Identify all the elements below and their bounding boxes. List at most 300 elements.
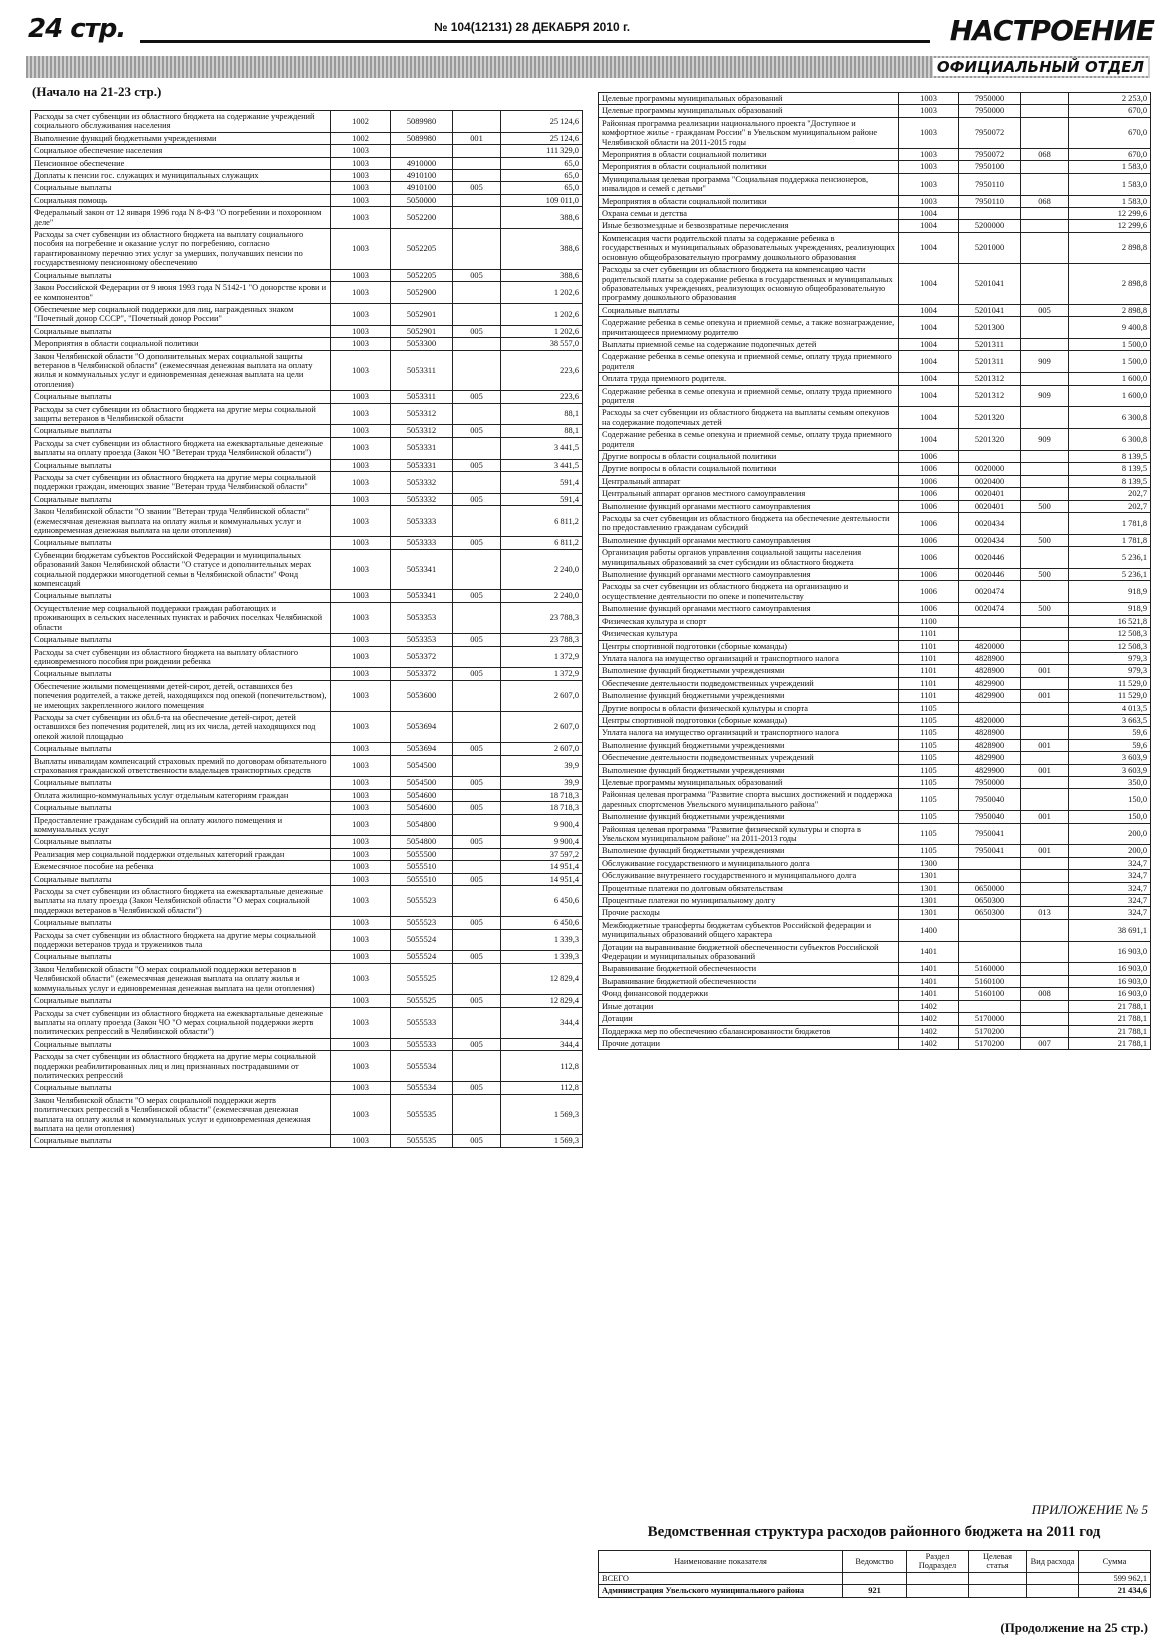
section-code: 1003 xyxy=(331,668,391,680)
item-name: Субвенции бюджетам субъектов Российской Федерации и муниципальных образований Закон Челябинской области "О статусе и дополнительных мерах социальной поддержки многодетной семьи в Челябинской области" Фонд компенсаций xyxy=(31,549,331,590)
target-article: 7950000 xyxy=(959,93,1021,105)
target-article: 5160000 xyxy=(959,963,1021,975)
item-name: Целевые программы муниципальных образований xyxy=(599,93,899,105)
expense-type: 005 xyxy=(453,590,501,602)
section-code: 1003 xyxy=(331,229,391,270)
section-code: 1003 xyxy=(331,1007,391,1038)
target-article: 4829900 xyxy=(959,677,1021,689)
item-name: Мероприятия в области социальной политики xyxy=(31,338,331,350)
amount: 37 597,2 xyxy=(501,848,583,860)
item-name: Содержание ребенка в семье опекуна и приемной семье, оплату труда приемного родителя xyxy=(599,351,899,373)
target-article: 4910100 xyxy=(391,170,453,182)
target-article xyxy=(959,941,1021,963)
target-article xyxy=(959,702,1021,714)
amount: 1 202,6 xyxy=(501,303,583,325)
item-name: Расходы за счет субвенции из областного бюджета на ежеквартальные денежные выплаты на плату проезда (Закон Челябинской области "О мерах социальной поддержки ветеранов в Челябинской области") xyxy=(31,886,331,917)
section-code: 1301 xyxy=(899,870,959,882)
amount: 1 569,3 xyxy=(501,1094,583,1135)
expense-type xyxy=(453,755,501,777)
section-code: 1003 xyxy=(331,145,391,157)
target-article: 5089980 xyxy=(391,132,453,144)
target-article: 5201312 xyxy=(959,373,1021,385)
section-code: 1006 xyxy=(899,581,959,603)
section-code: 1101 xyxy=(899,628,959,640)
amount: 5 236,1 xyxy=(1069,569,1151,581)
target-article: 5055534 xyxy=(391,1082,453,1094)
expense-type xyxy=(1021,823,1069,845)
start-note: (Начало на 21-23 стр.) xyxy=(32,84,162,99)
item-name: Социальные выплаты xyxy=(31,873,331,885)
item-name: Компенсация части родительской платы за содержание ребенка в государственных и муниципальных образовательных учреждениях, реализующих основную общеобразовательную программу дошкольного образования xyxy=(599,232,899,263)
amount: 1 781,8 xyxy=(1069,534,1151,546)
expense-type xyxy=(453,194,501,206)
table-row xyxy=(599,603,1151,615)
item-name: Выполнение функций органами местного самоуправления xyxy=(599,534,899,546)
table-row xyxy=(31,506,583,537)
table-row xyxy=(599,1013,1151,1025)
target-article: 4820000 xyxy=(959,640,1021,652)
section-code: 1006 xyxy=(899,451,959,463)
expense-type xyxy=(1021,714,1069,726)
item-name: Выравнивание бюджетной обеспеченности xyxy=(599,963,899,975)
amount: 223,6 xyxy=(501,350,583,391)
target-article: 5052900 xyxy=(391,282,453,304)
target-article: 7950041 xyxy=(959,845,1021,857)
item-name: Закон Челябинской области "О мерах социальной поддержки жертв политических репрессий в Челябинской области" (ежемесячная денежная выплата на оплату жилья и коммунальных услуг и единовременная денежная выплата на цели отопления) xyxy=(31,1094,331,1135)
expense-type: 001 xyxy=(1021,845,1069,857)
amount: 344,4 xyxy=(501,1007,583,1038)
expense-type xyxy=(453,646,501,668)
section-code: 1003 xyxy=(331,506,391,537)
table-row xyxy=(31,646,583,668)
target-article: 5160100 xyxy=(959,975,1021,987)
section-code: 1401 xyxy=(899,988,959,1000)
expense-type xyxy=(1021,975,1069,987)
item-name: Районная целевая программа "Развитие спорта высших достижений и поддержка даренных спортсменов Увельского муниципального района" xyxy=(599,789,899,811)
item-name: Уплата налога на имущество организаций и транспортного налога xyxy=(599,652,899,664)
table-row xyxy=(31,493,583,505)
section-code: 1301 xyxy=(899,882,959,894)
section-code: 1004 xyxy=(899,429,959,451)
item-name: Другие вопросы в области социальной политики xyxy=(599,451,899,463)
table-row xyxy=(599,919,1151,941)
target-article: 5053332 xyxy=(391,493,453,505)
table-row xyxy=(599,264,1151,305)
expense-type: 909 xyxy=(1021,351,1069,373)
expense-type: 013 xyxy=(1021,907,1069,919)
newspaper-brand: НАСТРОЕНИЕ xyxy=(949,14,1154,47)
item-name: Расходы за счет субвенции из областного бюджета на организацию и осуществление деятельности по опеке и попечительству xyxy=(599,581,899,603)
budget-table-left xyxy=(30,110,583,1148)
amount: 25 124,6 xyxy=(501,111,583,133)
expense-type xyxy=(1021,752,1069,764)
item-name: Выполнение функций бюджетными учреждениями xyxy=(599,690,899,702)
target-article: 5054800 xyxy=(391,836,453,848)
expense-type xyxy=(1021,941,1069,963)
table-row xyxy=(31,229,583,270)
item-name: Муниципальная целевая программа "Социальная поддержка пенсионеров, инвалидов и семей с детьми" xyxy=(599,173,899,195)
item-name: Расходы за счет субвенции из областного бюджета на выплату социального пособия на погребение и оказание услуг по погребению, согласно гарантированному перечню этих услуг за умерших, получавших пенсии по государственному пенсионному обеспечению xyxy=(31,229,331,270)
table-row xyxy=(599,1000,1151,1012)
expense-type xyxy=(453,303,501,325)
table-row xyxy=(599,823,1151,845)
expense-type xyxy=(453,157,501,169)
item-name: Социальные выплаты xyxy=(31,1082,331,1094)
section-code: 1003 xyxy=(331,403,391,425)
amount: 12 829,4 xyxy=(501,995,583,1007)
item-name: Социальные выплаты xyxy=(31,269,331,281)
expense-type xyxy=(453,472,501,494)
section-code: 1004 xyxy=(899,304,959,316)
section-code: 1006 xyxy=(899,569,959,581)
expense-type: 005 xyxy=(453,537,501,549)
expense-type: 007 xyxy=(1021,1037,1069,1049)
expense-type xyxy=(453,789,501,801)
expense-type xyxy=(453,170,501,182)
section-code: 1105 xyxy=(899,764,959,776)
amount: 39,9 xyxy=(501,755,583,777)
item-name: Социальные выплаты xyxy=(31,1135,331,1147)
item-name: Процентные платежи по муниципальному долгу xyxy=(599,895,899,907)
expense-type: 909 xyxy=(1021,385,1069,407)
target-article: 5053311 xyxy=(391,391,453,403)
table-row xyxy=(599,475,1151,487)
table-row xyxy=(31,668,583,680)
amount: 112,8 xyxy=(501,1051,583,1082)
expense-type xyxy=(1021,117,1069,148)
amount: 4 013,5 xyxy=(1069,702,1151,714)
target-article: 5055524 xyxy=(391,929,453,951)
section-code: 1003 xyxy=(331,537,391,549)
amount: 12 299,6 xyxy=(1069,220,1151,232)
table-row xyxy=(31,602,583,633)
table-row xyxy=(31,403,583,425)
table-row xyxy=(31,995,583,1007)
section-code: 1105 xyxy=(899,789,959,811)
table-row xyxy=(599,677,1151,689)
expense-type xyxy=(1021,677,1069,689)
expense-type xyxy=(1021,919,1069,941)
item-name: Социальные выплаты xyxy=(31,391,331,403)
table-row xyxy=(599,895,1151,907)
item-name: Выплаты приемной семье на содержание подопечных детей xyxy=(599,338,899,350)
section-code: 1004 xyxy=(899,407,959,429)
amount: 2 240,0 xyxy=(501,590,583,602)
section-code: 1105 xyxy=(899,752,959,764)
header-rule xyxy=(140,40,930,43)
table-row xyxy=(599,173,1151,195)
expense-type: 005 xyxy=(453,668,501,680)
expense-type: 005 xyxy=(453,634,501,646)
table-row xyxy=(599,1025,1151,1037)
target-article: 0650000 xyxy=(959,882,1021,894)
expense-type: 068 xyxy=(1021,149,1069,161)
table-row xyxy=(599,500,1151,512)
section-code: 1003 xyxy=(331,802,391,814)
table-row xyxy=(31,1094,583,1135)
expense-type xyxy=(1021,870,1069,882)
amount: 16 903,0 xyxy=(1069,941,1151,963)
target-article: 5053300 xyxy=(391,338,453,350)
amount: 591,4 xyxy=(501,493,583,505)
table-row xyxy=(599,941,1151,963)
target-article: 4910100 xyxy=(391,182,453,194)
target-article: 5052901 xyxy=(391,325,453,337)
amount: 2 253,0 xyxy=(1069,93,1151,105)
amount: 2 607,0 xyxy=(501,711,583,742)
target-article: 5052901 xyxy=(391,303,453,325)
amount: 150,0 xyxy=(1069,811,1151,823)
section-code: 1105 xyxy=(899,811,959,823)
amount: 1 202,6 xyxy=(501,325,583,337)
expense-type: 068 xyxy=(1021,195,1069,207)
table-row xyxy=(31,634,583,646)
table-row xyxy=(599,93,1151,105)
target-article xyxy=(959,857,1021,869)
section-code: 1003 xyxy=(331,350,391,391)
item-name: Доплаты к пенсии гос. служащих и муниципальных служащих xyxy=(31,170,331,182)
table-row xyxy=(599,652,1151,664)
amount: 88,1 xyxy=(501,403,583,425)
target-article: 5053341 xyxy=(391,590,453,602)
table-row xyxy=(599,232,1151,263)
item-name: Охрана семьи и детства xyxy=(599,208,899,220)
table-row xyxy=(599,569,1151,581)
expense-type xyxy=(1021,547,1069,569)
table-row xyxy=(31,303,583,325)
section-code: 1300 xyxy=(899,857,959,869)
amount: 88,1 xyxy=(501,425,583,437)
table-row xyxy=(599,373,1151,385)
table-row xyxy=(31,1038,583,1050)
target-article: 5054600 xyxy=(391,789,453,801)
expense-type xyxy=(453,437,501,459)
section-code: 1003 xyxy=(331,182,391,194)
amount: 59,6 xyxy=(1069,739,1151,751)
item-name: Выполнение функций бюджетными учреждениями xyxy=(599,665,899,677)
item-name: Обслуживание внутреннего государственного и муниципального долга xyxy=(599,870,899,882)
expense-type xyxy=(1021,220,1069,232)
expense-type: 005 xyxy=(453,1082,501,1094)
section-code: 1004 xyxy=(899,373,959,385)
page-number: 24 стр. xyxy=(28,14,126,44)
item-name: Выполнение функций органами местного самоуправления xyxy=(599,569,899,581)
section-code: 1101 xyxy=(899,690,959,702)
expense-type xyxy=(1021,615,1069,627)
target-article: 5055523 xyxy=(391,886,453,917)
section-code: 1004 xyxy=(899,385,959,407)
amount: 200,0 xyxy=(1069,845,1151,857)
section-code: 1003 xyxy=(331,549,391,590)
expense-type: 005 xyxy=(453,1038,501,1050)
table-row xyxy=(31,1007,583,1038)
table-row xyxy=(599,640,1151,652)
table-row xyxy=(31,269,583,281)
table-row xyxy=(599,752,1151,764)
amount: 223,6 xyxy=(501,391,583,403)
target-article: 5055510 xyxy=(391,873,453,885)
table-row xyxy=(31,1135,583,1147)
target-article: 7950072 xyxy=(959,149,1021,161)
table-row xyxy=(599,727,1151,739)
cell: 921 xyxy=(843,1585,907,1597)
section-code: 1006 xyxy=(899,488,959,500)
target-article: 5201041 xyxy=(959,264,1021,305)
table-row xyxy=(31,1082,583,1094)
amount: 670,0 xyxy=(1069,149,1151,161)
expense-type xyxy=(1021,727,1069,739)
expense-type xyxy=(1021,264,1069,305)
table-row xyxy=(599,907,1151,919)
section-code: 1003 xyxy=(331,269,391,281)
section-code: 1002 xyxy=(331,132,391,144)
expense-type xyxy=(1021,1000,1069,1012)
section-code: 1003 xyxy=(331,634,391,646)
item-name: Целевые программы муниципальных образований xyxy=(599,105,899,117)
item-name: Пенсионное обеспечение xyxy=(31,157,331,169)
amount: 1 202,6 xyxy=(501,282,583,304)
amount: 9 400,8 xyxy=(1069,317,1151,339)
table-row xyxy=(31,886,583,917)
amount: 202,7 xyxy=(1069,500,1151,512)
section-code: 1006 xyxy=(899,475,959,487)
item-name: Целевые программы муниципальных образований xyxy=(599,776,899,788)
item-name: Поддержка мер по обеспечению сбалансированности бюджетов xyxy=(599,1025,899,1037)
target-article: 7950041 xyxy=(959,823,1021,845)
amount: 21 788,1 xyxy=(1069,1000,1151,1012)
target-article: 4828900 xyxy=(959,739,1021,751)
expense-type: 008 xyxy=(1021,988,1069,1000)
section-code: 1003 xyxy=(331,1051,391,1082)
target-article: 5170200 xyxy=(959,1025,1021,1037)
amount: 1 339,3 xyxy=(501,951,583,963)
table-row xyxy=(31,755,583,777)
section-code: 1003 xyxy=(331,472,391,494)
item-name: Расходы за счет субвенции из областного бюджета на другие меры социальной поддержки ветеранов труда и тружеников тыла xyxy=(31,929,331,951)
budget-table-right xyxy=(598,92,1151,1050)
expense-type xyxy=(453,929,501,951)
table-row xyxy=(599,208,1151,220)
expense-type xyxy=(1021,513,1069,535)
target-article xyxy=(959,451,1021,463)
amount: 12 829,4 xyxy=(501,963,583,994)
item-name: Выполнение функций бюджетными учреждениями xyxy=(599,845,899,857)
section-code: 1003 xyxy=(331,848,391,860)
expense-type xyxy=(453,814,501,836)
section-code: 1003 xyxy=(331,711,391,742)
amount: 11 529,0 xyxy=(1069,677,1151,689)
item-name: Другие вопросы в области физической культуры и спорта xyxy=(599,702,899,714)
section-code: 1004 xyxy=(899,351,959,373)
expense-type xyxy=(1021,963,1069,975)
item-name: Обслуживание государственного и муниципального долга xyxy=(599,857,899,869)
item-name: Иные безвозмездные и безвозвратные перечисления xyxy=(599,220,899,232)
target-article: 5055523 xyxy=(391,917,453,929)
expense-type: 005 xyxy=(453,873,501,885)
target-article: 0020000 xyxy=(959,463,1021,475)
amount: 16 521,8 xyxy=(1069,615,1151,627)
amount: 6 300,8 xyxy=(1069,407,1151,429)
section-code: 1003 xyxy=(899,173,959,195)
table-row xyxy=(31,836,583,848)
item-name: Реализация мер социальной поддержки отдельных категорий граждан xyxy=(31,848,331,860)
target-article: 5053694 xyxy=(391,743,453,755)
target-article: 4829900 xyxy=(959,690,1021,702)
expense-type xyxy=(453,1094,501,1135)
item-name: Социальные выплаты xyxy=(31,459,331,471)
section-code: 1006 xyxy=(899,534,959,546)
table-row xyxy=(31,391,583,403)
expense-type xyxy=(1021,652,1069,664)
section-code: 1003 xyxy=(899,161,959,173)
section-code: 1003 xyxy=(899,195,959,207)
target-article: 7950110 xyxy=(959,195,1021,207)
amount: 12 508,3 xyxy=(1069,628,1151,640)
item-name: Социальные выплаты xyxy=(31,425,331,437)
table-row xyxy=(599,547,1151,569)
column-header: Наименование показателя xyxy=(599,1551,843,1573)
item-name: Оплата труда приемного родителя. xyxy=(599,373,899,385)
section-code: 1004 xyxy=(899,264,959,305)
target-article: 7950000 xyxy=(959,105,1021,117)
amount: 1 583,0 xyxy=(1069,173,1151,195)
target-article: 0020446 xyxy=(959,547,1021,569)
target-article: 4828900 xyxy=(959,652,1021,664)
section-code: 1402 xyxy=(899,1025,959,1037)
expense-type xyxy=(1021,882,1069,894)
section-code: 1003 xyxy=(331,836,391,848)
expense-type: 005 xyxy=(453,182,501,194)
item-name: Обеспечение деятельности подведомственных учреждений xyxy=(599,752,899,764)
expense-type: 005 xyxy=(453,951,501,963)
target-article xyxy=(959,1000,1021,1012)
item-name: Социальные выплаты xyxy=(599,304,899,316)
section-code: 1301 xyxy=(899,895,959,907)
section-code: 1003 xyxy=(331,425,391,437)
target-article: 5201311 xyxy=(959,338,1021,350)
target-article: 5054500 xyxy=(391,755,453,777)
expense-type: 005 xyxy=(453,777,501,789)
amount: 2 607,0 xyxy=(501,743,583,755)
amount: 8 139,5 xyxy=(1069,463,1151,475)
section-code: 1004 xyxy=(899,317,959,339)
expense-type xyxy=(453,1007,501,1038)
item-name: Центры спортивной подготовки (сборные команды) xyxy=(599,714,899,726)
section-code: 1004 xyxy=(899,338,959,350)
amount: 65,0 xyxy=(501,157,583,169)
section-code: 1003 xyxy=(331,963,391,994)
item-name: Выполнение функций бюджетными учреждениями xyxy=(599,811,899,823)
expense-type xyxy=(1021,407,1069,429)
expense-type: 500 xyxy=(1021,534,1069,546)
item-name: Социальные выплаты xyxy=(31,634,331,646)
table-row xyxy=(599,870,1151,882)
target-article: 4828900 xyxy=(959,665,1021,677)
expense-type xyxy=(1021,581,1069,603)
expense-type xyxy=(453,711,501,742)
table-row xyxy=(31,873,583,885)
target-article: 5052205 xyxy=(391,229,453,270)
target-article: 5054600 xyxy=(391,802,453,814)
amount: 5 236,1 xyxy=(1069,547,1151,569)
table-row xyxy=(599,351,1151,373)
target-article: 5170200 xyxy=(959,1037,1021,1049)
expense-type: 005 xyxy=(453,1135,501,1147)
table-row xyxy=(31,325,583,337)
amount: 324,7 xyxy=(1069,907,1151,919)
target-article: 7950040 xyxy=(959,811,1021,823)
table-row xyxy=(31,861,583,873)
